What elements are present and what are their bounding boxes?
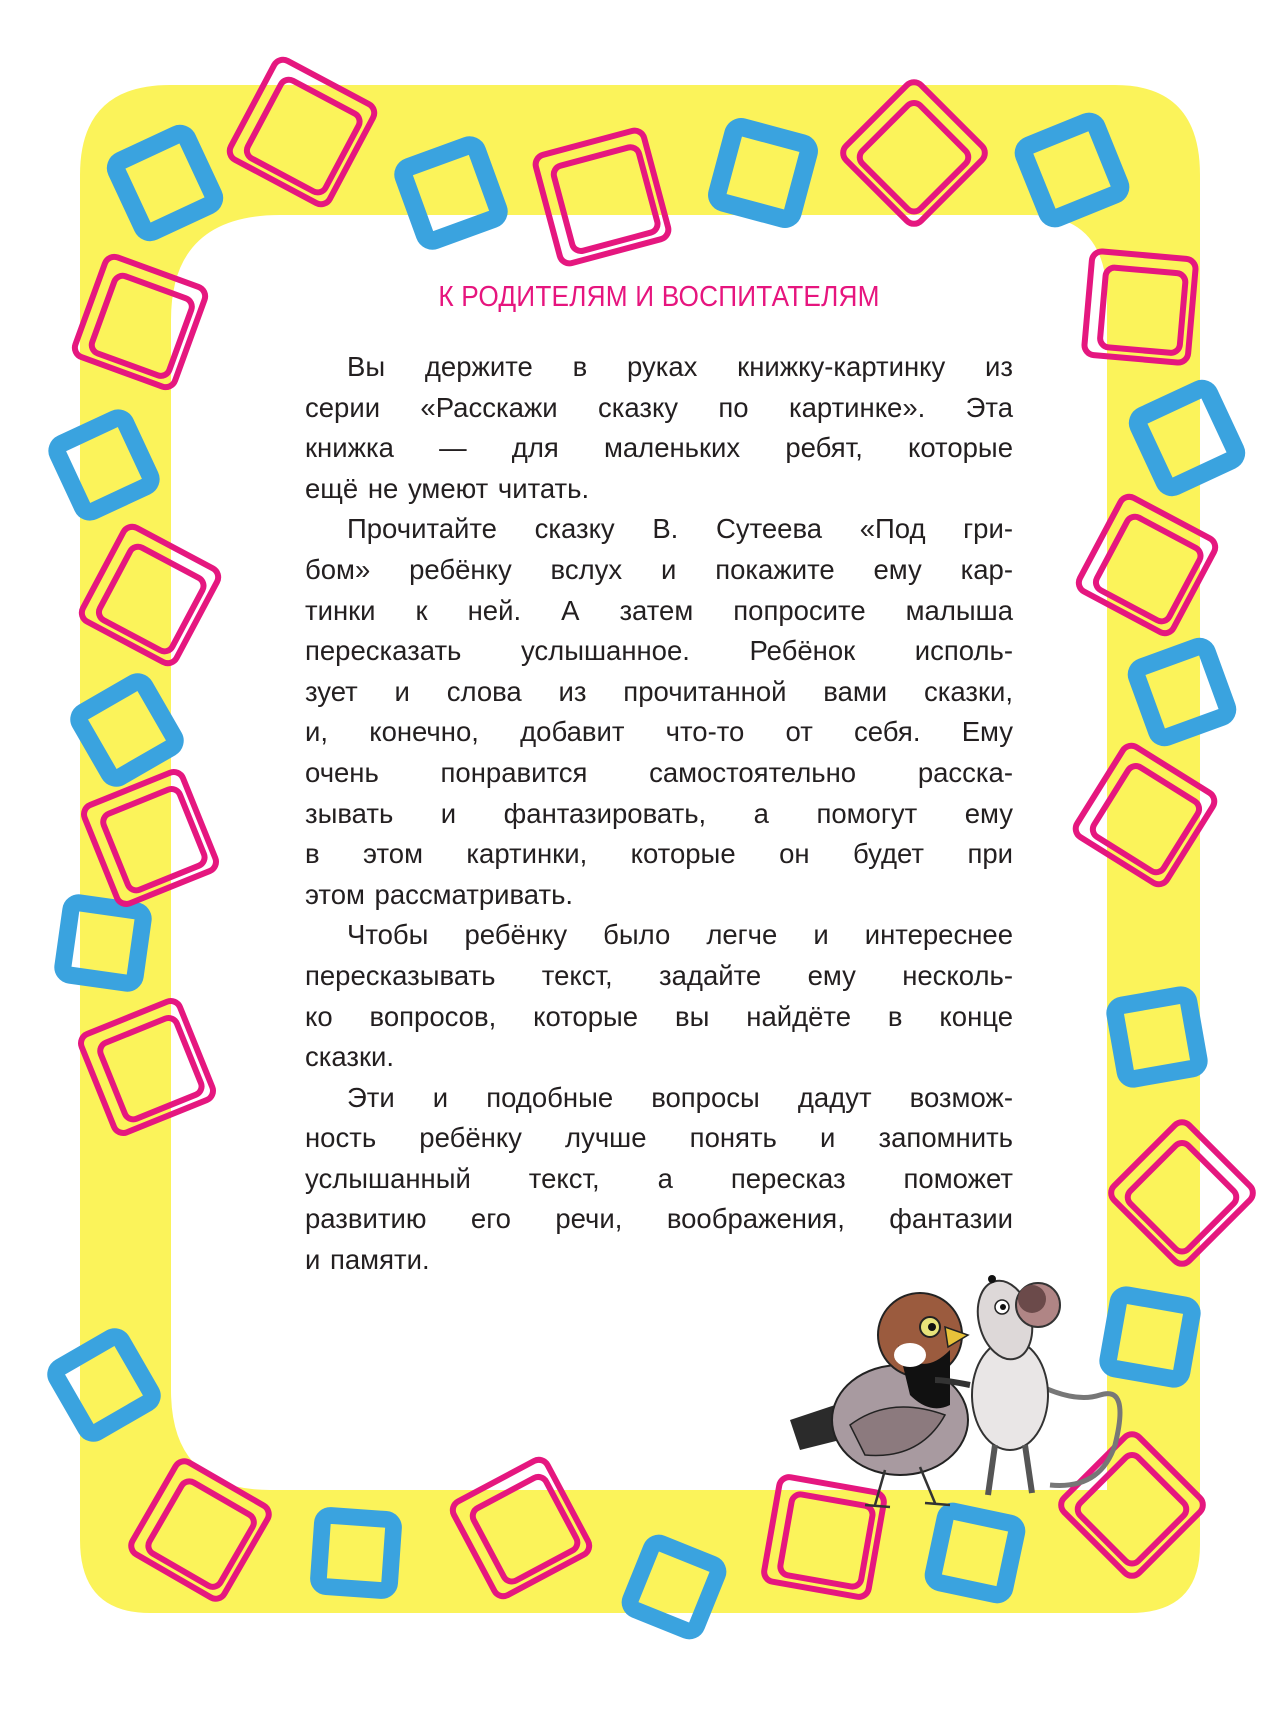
sparrow-mouse-illustration	[770, 1255, 1130, 1515]
body-line: развитию его речи, воображения, фантазии	[305, 1203, 1013, 1235]
body-text	[305, 347, 1013, 1281]
body-line: бом» ребёнку вслух и покажите ему кар-	[305, 553, 1013, 585]
body-line: и, конечно, добавит что-то от себя. Ему	[305, 716, 1013, 748]
body-line: книжка — для маленьких ребят, которые	[305, 432, 1013, 464]
sparrow-icon	[790, 1293, 968, 1507]
body-line: этом рассматривать.	[305, 878, 574, 910]
body-line: очень понравится самостоятельно расска-	[305, 756, 1013, 788]
body-line: ность ребёнку лучше понять и запомнить	[305, 1122, 1013, 1154]
body-line: зует и слова из прочитанной вами сказки,	[305, 675, 1013, 707]
body-line: пересказывать текст, задайте ему несколь-	[305, 959, 1013, 991]
body-line: услышанный текст, а пересказ поможет	[305, 1162, 1013, 1194]
body-line: Вы держите в руках книжку-картинку из	[347, 351, 1013, 382]
mouse-icon	[935, 1275, 1120, 1495]
body-line: серии «Расскажи сказку по картинке». Эта	[305, 391, 1013, 423]
body-line: и памяти.	[305, 1244, 430, 1276]
body-line: Эти и подобные вопросы дадут возмож-	[347, 1081, 1013, 1113]
body-line: сказки.	[305, 1041, 395, 1073]
body-line: ко вопросов, которые вы найдёте в конце	[305, 1000, 1013, 1032]
page-title: К РОДИТЕЛЯМ И ВОСПИТАТЕЛЯМ	[438, 281, 880, 313]
body-line: ещё не умеют читать.	[305, 472, 590, 504]
body-line: в этом картинки, которые он будет при	[305, 838, 1013, 870]
body-line: тинки к ней. А затем попросите малыша	[305, 594, 1013, 626]
body-line: Чтобы ребёнку было легче и интереснее	[347, 919, 1013, 951]
body-line: Прочитайте сказку В. Сутеева «Под гри-	[347, 513, 1013, 545]
body-line: зывать и фантазировать, а помогут ему	[305, 797, 1013, 829]
body-line: пересказать услышанное. Ребёнок исполь-	[305, 635, 1013, 667]
